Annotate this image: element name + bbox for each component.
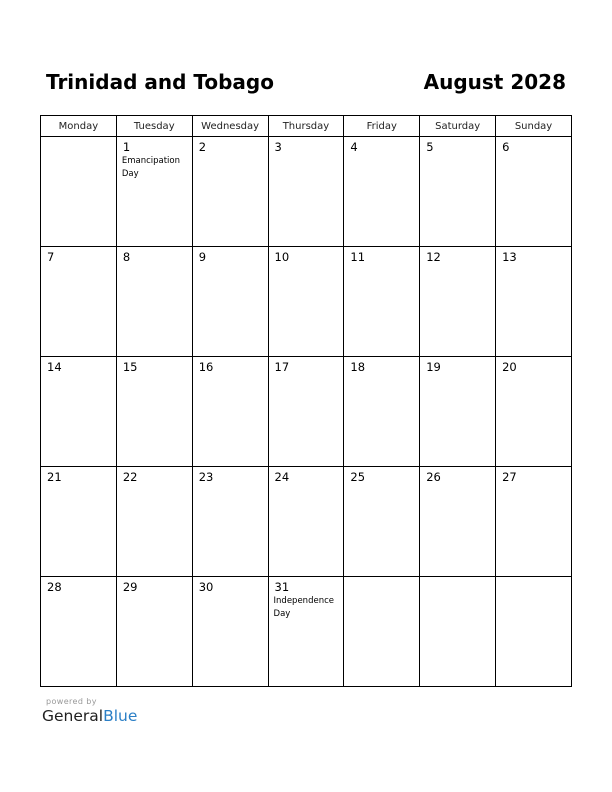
day-number: 13	[502, 250, 517, 264]
day-number: 14	[47, 360, 62, 374]
day-cell	[41, 357, 117, 467]
calendar-grid	[40, 115, 572, 687]
day-number: 29	[122, 580, 138, 594]
holiday-label: Independence Day	[273, 596, 334, 619]
day-number: 1	[122, 140, 131, 154]
day-cell	[116, 577, 192, 687]
day-number: 9	[198, 250, 207, 264]
day-cell	[41, 137, 117, 247]
day-number: 7	[47, 250, 55, 264]
week-row	[41, 467, 572, 577]
day-cell	[496, 357, 572, 467]
day-number	[344, 577, 419, 580]
generalblue-logo	[42, 707, 137, 725]
day-cell	[116, 467, 192, 577]
day-number: 17	[274, 360, 290, 374]
day-number	[420, 577, 495, 580]
month-title: August 2028	[423, 70, 566, 94]
day-cell	[268, 137, 344, 247]
powered-by-label: powered by	[46, 697, 97, 706]
day-number: 21	[47, 470, 62, 484]
day-cell	[420, 467, 496, 577]
day-cell	[344, 577, 420, 687]
day-cell	[496, 577, 572, 687]
week-row	[41, 357, 572, 467]
day-number: 11	[350, 250, 366, 264]
day-cell	[41, 467, 117, 577]
day-cell	[268, 357, 344, 467]
day-cell	[116, 247, 192, 357]
day-number: 15	[122, 360, 138, 374]
day-number: 2	[198, 140, 207, 154]
day-number: 30	[198, 580, 214, 594]
country-title: Trinidad and Tobago	[46, 70, 274, 94]
day-cell	[420, 357, 496, 467]
day-number	[41, 137, 116, 140]
weekday-header: Saturday	[420, 116, 496, 137]
weekday-header: Thursday	[268, 116, 344, 137]
day-number: 25	[350, 470, 366, 484]
day-cell	[192, 137, 268, 247]
day-cell	[420, 137, 496, 247]
weekday-header: Tuesday	[116, 116, 192, 137]
day-number: 31	[274, 580, 290, 594]
day-cell	[344, 137, 420, 247]
day-number: 6	[502, 140, 510, 154]
weekday-header-row	[41, 116, 572, 137]
day-number: 4	[350, 140, 358, 154]
day-number: 23	[198, 470, 214, 484]
holiday-label: Emancipation Day	[121, 156, 181, 179]
weekday-header: Monday	[41, 116, 117, 137]
day-cell	[344, 467, 420, 577]
day-number	[496, 577, 571, 580]
footer-brand[interactable]	[42, 697, 137, 725]
day-cell	[344, 247, 420, 357]
day-cell	[268, 577, 344, 687]
day-cell	[344, 357, 420, 467]
day-number: 8	[122, 250, 131, 264]
day-cell	[420, 577, 496, 687]
day-number: 26	[426, 470, 441, 484]
day-cell	[496, 467, 572, 577]
day-number: 22	[122, 470, 138, 484]
day-number: 5	[426, 140, 434, 154]
day-cell	[192, 577, 268, 687]
day-number: 27	[502, 470, 517, 484]
day-cell	[41, 247, 117, 357]
day-number: 18	[350, 360, 366, 374]
day-number: 12	[426, 250, 441, 264]
weekday-header: Wednesday	[192, 116, 268, 137]
day-cell	[192, 357, 268, 467]
logo-general-text: General	[42, 707, 104, 725]
day-cell	[192, 247, 268, 357]
week-row	[41, 577, 572, 687]
weekday-header: Friday	[344, 116, 420, 137]
day-number: 24	[274, 470, 290, 484]
day-number: 20	[502, 360, 517, 374]
day-number: 19	[426, 360, 441, 374]
weekday-header: Sunday	[496, 116, 572, 137]
logo-blue-text: Blue	[103, 707, 138, 725]
day-cell	[496, 247, 572, 357]
week-row	[41, 247, 572, 357]
day-cell	[116, 137, 192, 247]
day-cell	[192, 467, 268, 577]
week-row	[41, 137, 572, 247]
day-cell	[268, 467, 344, 577]
day-cell	[420, 247, 496, 357]
day-number: 28	[47, 580, 62, 594]
day-cell	[116, 357, 192, 467]
day-number: 3	[274, 140, 282, 154]
day-number: 16	[198, 360, 214, 374]
day-cell	[268, 247, 344, 357]
day-number: 10	[274, 250, 290, 264]
day-cell	[41, 577, 117, 687]
day-cell	[496, 137, 572, 247]
